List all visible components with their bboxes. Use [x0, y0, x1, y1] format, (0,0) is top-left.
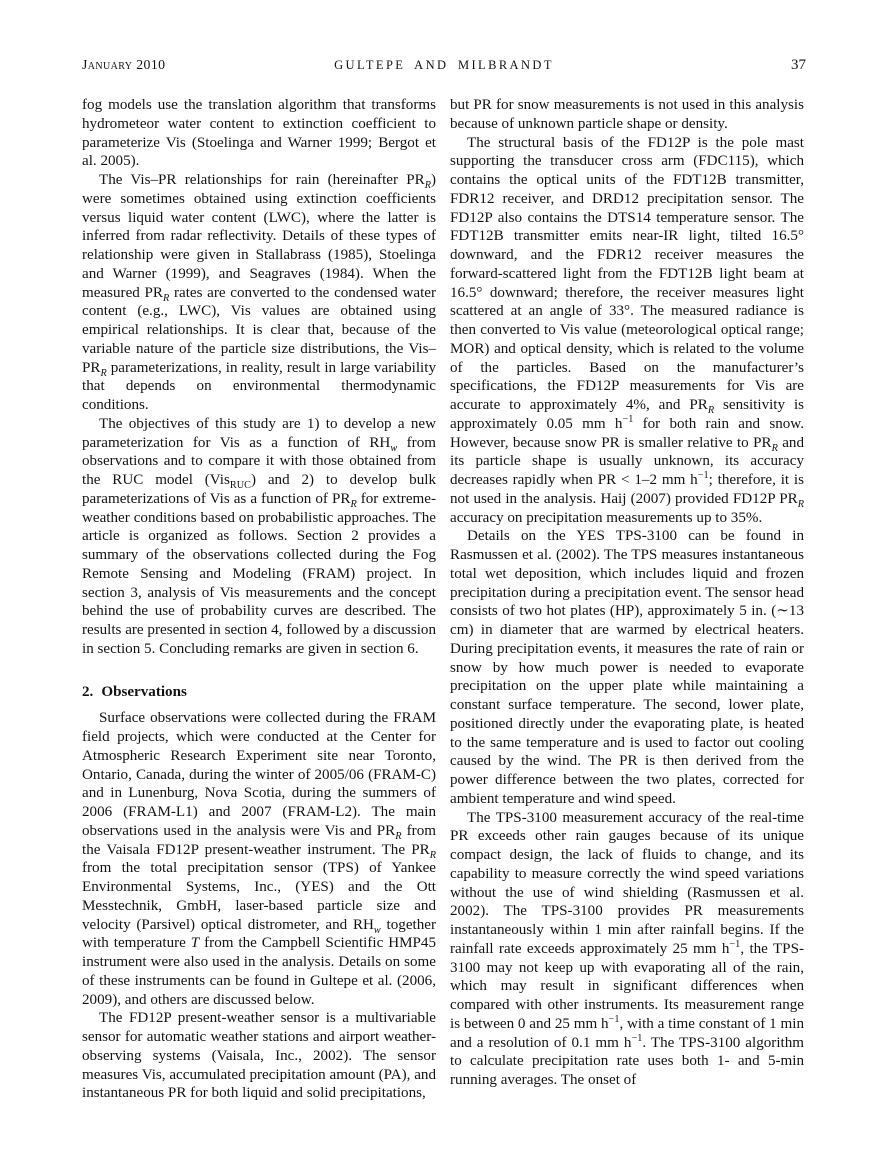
- two-column-body: [82, 96, 804, 1103]
- paragraph-intro-continuation: fog models use the translation algorithm that transforms hydrometeor water content to extinction coefficient to parameterize Vis (Stoelinga and Warner 1999; Bergot et al. 2005).: [82, 97, 436, 170]
- paragraph-fd12p-structure: The structural basis of the FD12P is the pole mast supporting the transducer cross arm (FDC115), which contains the optical units of the FDT12B transmitter, FDR12 receiver, and DRD12 precipitation sensor. The FD12P also contains the DTS14 temperature sensor. The FDT12B transmitter emits near-IR light, tilted 16.5° downward, and the FDR12 receiver measures the forward-scattered light from the FDT12B light beam at 16.5° downward; therefore, the receiver measures light scattered at an angle of 33°. The measured radiance is then converted to Vis value (meteorological optical range; MOR) and optical density, which is related to the volume of the particles. Based on the manufacturer’s specifications, the FD12P measurements for Vis are accurate to approximately 4%, and $PR_R$ sensitivity is approximately 0.05 mm $h^{-1}$ for both rain and snow. However, because snow PR is smaller relative to $PR_R$ and its particle shape is usually unknown, its accuracy decreases rapidly when PR < 1–2 mm $h^{-1}$; therefore, it is not used in the analysis. Haij (2007) provided FD12P $PR_R$ accuracy on precipitation measurements up to 35%.: [450, 134, 805, 526]
- paragraph-fd12p-sensor: The FD12P present-weather sensor is a multivariable sensor for automatic weather stations and airport weather-observing systems (Vaisala, Inc., 2002). The sensor measures Vis, accumulated precipitation amount (PA), and instantaneous PR for both liquid and solid precipitations,: [82, 1010, 436, 1102]
- paragraph-tps3100-details: Details on the YES TPS-3100 can be found in Rasmussen et al. (2002). The TPS measures instantaneous total wet deposition, which includes liquid and frozen precipitation during a precipitation event. The sensor head consists of two hot plates (HP), approximately 5 in. (∼13 cm) in diameter that are warmed by electrical heaters. During precipitation events, it measures the rate of rain or snow by how much power is needed to evaporate precipitation on the upper plate while maintaining a constant surface temperature. The second, lower plate, positioned directly under the evaporating plate, is heated to the same temperature and is used to factor out cooling caused by the wind. The PR is then derived from the power difference between the two plates, corrected for ambient temperature and wind speed.: [450, 528, 804, 807]
- section-number: 2.: [82, 683, 94, 700]
- left-column: [82, 96, 436, 1103]
- section-title: Observations: [101, 683, 187, 700]
- paragraph-study-objectives: The objectives of this study are 1) to develop a new parameterization for Vis as a function of $RH_w$ from observations and to compare it with those obtained from the RUC model (Vis$_{RUC}$) and 2) to develop bulk parameterizations of Vis as a function of $PR_R$ for extreme-weather conditions based on probabilistic approaches. The article is organized as follows. Section 2 provides a summary of the observations collected during the Fog Remote Sensing and Modeling (FRAM) project. In section 3, analysis of Vis measurements and the concept behind the use of probability curves are described. The results are presented in section 4, followed by a discussion in section 5. Concluding remarks are given in section 6.: [82, 415, 436, 657]
- paragraph-snow-pr-continuation: but PR for snow measurements is not used in this analysis because of unknown particle shape or density.: [450, 97, 804, 132]
- paragraph-vis-pr-relationships: The Vis–PR relationships for rain (hereinafter $PR_R$) were sometimes obtained using extinction coefficients versus liquid water content (LWC), where the latter is inferred from radar reflectivity. Details of these types of relationship were given in Stallabrass (1985), Stoelinga and Warner (1999), and Seagraves (1984). When the measured $PR_R$ rates are converted to the condensed water content (e.g., LWC), Vis values are obtained using empirical relationships. It is clear that, because of the variable nature of the particle size distributions, the Vis–$PR_R$ parameterizations, in reality, result in large variability that depends on environmental thermodynamic conditions.: [82, 172, 436, 413]
- running-title: GULTEPE AND MILBRANDT: [334, 58, 554, 72]
- section-heading-observations: [82, 683, 436, 702]
- right-column: [450, 96, 804, 1103]
- page-header: [82, 57, 806, 74]
- page-number: 37: [791, 57, 806, 73]
- paragraph-surface-observations: Surface observations were collected during the FRAM field projects, which were conducted at the Center for Atmospheric Research Experiment site near Toronto, Ontario, Canada, during the winter of 2005/06 (FRAM-C) and in Lunenburg, Nova Scotia, during the summers of 2006 (FRAM-L1) and 2007 (FRAM-L2). The main observations used in the analysis were Vis and $PR_R$ from the Vaisala FD12P present-weather instrument. The $PR_R$ from the total precipitation sensor (TPS) of Yankee Environmental Systems, Inc., (YES) and the Ott Messtechnik, GmbH, laser-based particle size and velocity (Parsivel) optical distrometer, and $RH_w$ together with temperature T from the Campbell Scientific HMP45 instrument were also used in the analysis. Details on some of these instruments can be found in Gultepe et al. (2006, 2009), and others are discussed below.: [82, 710, 437, 1008]
- paragraph-tps3100-accuracy: The TPS-3100 measurement accuracy of the real-time PR exceeds other rain gauges because of its unique compact design, the lack of fluids to change, and its capability to measure correctly the wind speed variations without the use of wind shielding (Rasmussen et al. 2002). The TPS-3100 provides PR measurements instantaneously within 1 min after rainfall begins. If the rainfall rate exceeds approximately 25 mm $h^{-1}$, the TPS-3100 may not keep up with evaporating all of the rain, which may result in significant differences when compared with other instruments. Its measurement range is between 0 and 25 mm $h^{-1}$, with a time constant of 1 min and a resolution of 0.1 mm $h^{-1}$. The TPS-3100 algorithm to calculate precipitation rate uses both 1- and 5-min running averages. The onset of: [450, 809, 804, 1088]
- journal-issue-date: January 2010: [82, 57, 166, 72]
